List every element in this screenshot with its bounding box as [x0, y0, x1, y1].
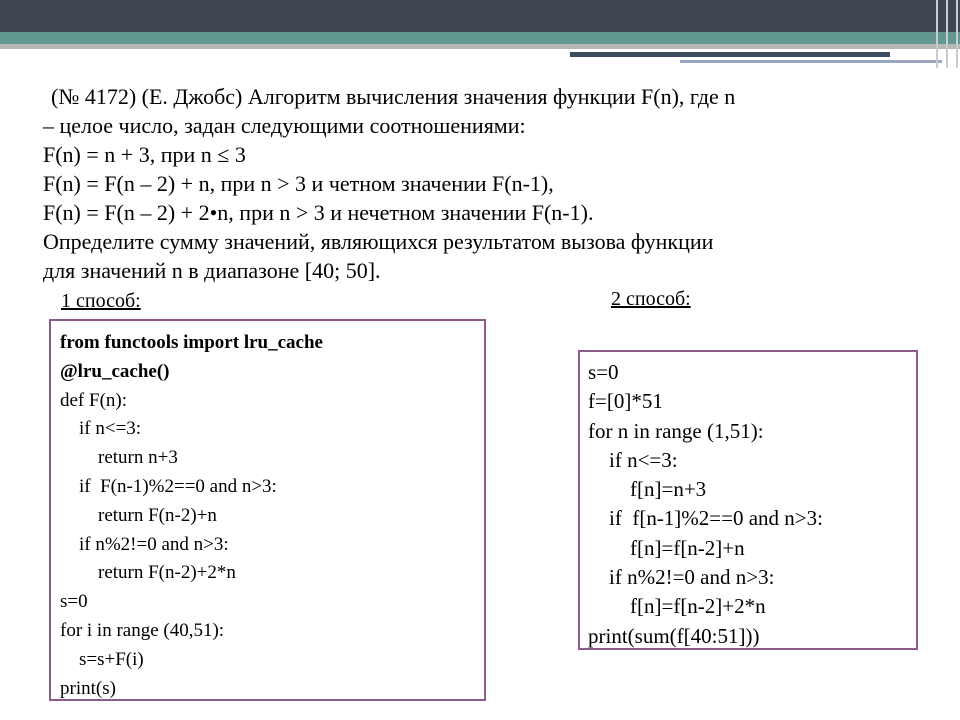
code-line: if f[n-1]%2==0 and n>3:	[588, 506, 823, 531]
code-line: f=[0]*51	[588, 389, 663, 414]
header-divider	[936, 0, 938, 68]
code-line: f[n]=n+3	[588, 477, 707, 502]
code-block-method-1	[49, 319, 486, 701]
header-divider	[956, 0, 958, 68]
code-line: s=0	[60, 591, 88, 613]
code-line: @lru_cache()	[60, 360, 170, 382]
header-teal-band	[0, 32, 960, 44]
code-line: s=s+F(i)	[60, 648, 144, 670]
problem-line: – целое число, задан следующими соотношениями:	[43, 113, 526, 138]
code-line: for n in range (1,51):	[588, 418, 764, 443]
code-line: if n<=3:	[60, 418, 142, 440]
code-line: if n<=3:	[588, 447, 678, 472]
code-line: print(sum(f[40:51]))	[588, 623, 760, 648]
code-line: if n%2!=0 and n>3:	[588, 565, 775, 590]
header-divider	[946, 0, 948, 68]
code-line: if F(n-1)%2==0 and n>3:	[60, 475, 277, 497]
problem-line: Определите сумму значений, являющихся результатом вызова функции	[43, 229, 714, 254]
code-block-method-2	[578, 350, 918, 650]
code-line: from functools import lru_cache	[60, 332, 323, 353]
problem-line: (№ 4172) (Е. Джобс) Алгоритм вычисления значения функции F(n), где n	[51, 84, 736, 109]
code-line: return F(n-2)+n	[60, 504, 217, 526]
method-2-label: 2 способ:	[611, 288, 691, 310]
code-line: if n%2!=0 and n>3:	[60, 533, 229, 555]
header-bar	[0, 0, 960, 32]
problem-line: F(n) = n + 3, при n ≤ 3	[43, 142, 246, 167]
header-grey-band	[0, 44, 960, 49]
header-accent-line	[570, 52, 890, 57]
code-line: s=0	[588, 360, 619, 384]
problem-statement	[43, 82, 913, 285]
code-line: f[n]=f[n-2]+n	[588, 535, 745, 560]
code-line: def F(n):	[60, 389, 128, 411]
code-line: f[n]=f[n-2]+2*n	[588, 594, 766, 619]
code-line: return F(n-2)+2*n	[60, 562, 236, 584]
code-line: for i in range (40,51):	[60, 619, 225, 641]
header-accent-line-light	[680, 60, 942, 63]
method-1-label: 1 способ:	[61, 290, 141, 312]
problem-line: F(n) = F(n – 2) + n, при n > 3 и четном значении F(n-1),	[43, 171, 554, 196]
code-line: print(s)	[60, 677, 116, 699]
problem-line: для значений n в диапазоне [40; 50].	[43, 258, 381, 283]
code-line: return n+3	[60, 447, 178, 469]
problem-line: F(n) = F(n – 2) + 2•n, при n > 3 и нечетном значении F(n-1).	[43, 200, 594, 225]
